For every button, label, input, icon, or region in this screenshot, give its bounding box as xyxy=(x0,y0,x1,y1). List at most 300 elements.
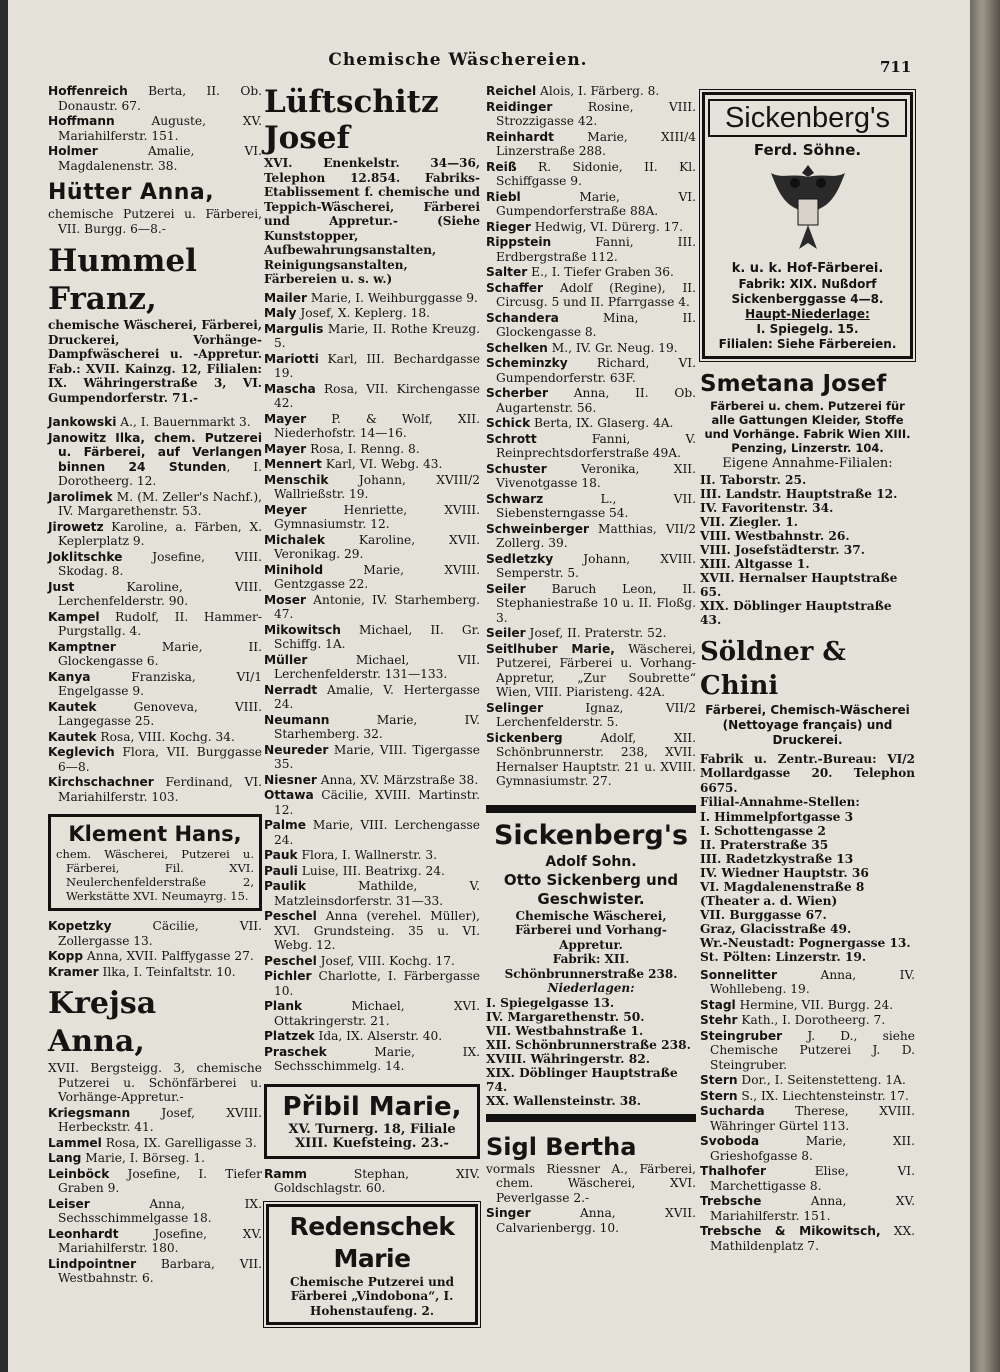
ad-soeldner-filial: Filial-Annahme-Stellen: xyxy=(700,795,860,809)
entry-name: Michalek xyxy=(264,532,325,547)
entry-name: Ramm xyxy=(264,1166,308,1181)
directory-entry xyxy=(48,84,262,113)
entry-list xyxy=(264,291,480,1074)
entry-name: Kopetzky xyxy=(48,919,112,933)
entry-name: Riebl xyxy=(486,189,521,204)
ad-soeldner-list xyxy=(700,810,915,964)
column-3 xyxy=(486,84,696,1236)
ad-address-line: XX. Wallensteinstr. 38. xyxy=(486,1093,642,1108)
directory-entry xyxy=(48,490,262,519)
entry-name: Trebsche & Mikowitsch, xyxy=(700,1224,881,1238)
entry-name: Leiser xyxy=(48,1196,90,1211)
directory-entry xyxy=(264,291,480,306)
entry-address: Therese, XVIII. Währinger Gürtel 113. xyxy=(710,1104,915,1133)
entry-address: R. Sidonie, II. Kl. Schiffgasse 9. xyxy=(496,159,696,188)
entry-name: Kamptner xyxy=(48,639,116,654)
entry-name: Kautek xyxy=(48,729,97,744)
entry-name: Selinger xyxy=(486,700,544,715)
entry-address: S., IX. Liechtensteinstr. 17. xyxy=(737,1088,909,1103)
entry-address: Fanni, III. Erdbergstraße 112. xyxy=(496,235,696,264)
entry-name: Mayer xyxy=(264,411,307,426)
entry-address: Anna, XV. Märzstraße 38. xyxy=(316,772,479,787)
entry-address: Karoline, XVII. Veronikag. 29. xyxy=(274,532,480,561)
directory-entry xyxy=(264,457,480,472)
entry-address: Johann, XVIII/2 Wallrießstr. 19. xyxy=(274,472,480,501)
directory-entry xyxy=(48,730,262,745)
entry-address: Anna, XV. Mariahilferstr. 151. xyxy=(710,1194,915,1223)
ad-smetana-text: Färberei u. chem. Putzerei für alle Gattungen Kleider, Stoffe und Vorhänge. Fabrik Wien XIII. Penzing, Linzerstr. 104. xyxy=(704,398,911,455)
directory-entry xyxy=(486,386,696,415)
entry-name: Hoffenreich xyxy=(48,84,128,98)
directory-entry xyxy=(264,773,480,788)
directory-entry xyxy=(264,879,480,908)
entry-name: Schandera xyxy=(486,310,559,325)
ad-smetana-fil: Eigene Annahme-Filialen: xyxy=(722,455,893,471)
entry-address: A., I. Bauernmarkt 3. xyxy=(116,415,251,429)
ad-address-line: VI. Magdalenenstraße 8 xyxy=(700,879,865,894)
directory-entry xyxy=(486,130,696,159)
entry-address: Anna, XVII. Calvarienbergg. 10. xyxy=(496,1206,696,1235)
entry-name: Mariotti xyxy=(264,351,319,366)
directory-entry xyxy=(48,640,262,669)
ad-address-line: XVIII. Währingerstr. 82. xyxy=(486,1051,650,1066)
entry-name: Kramer xyxy=(48,964,99,979)
directory-entry xyxy=(700,1029,915,1073)
entry-address: Josefine, I. Tiefer Graben 9. xyxy=(58,1166,262,1195)
entry-name: Kampel xyxy=(48,609,100,624)
entry-name: Seitlhuber Marie, xyxy=(486,641,615,656)
directory-entry xyxy=(486,492,696,521)
ad-soeldner-text: Färberei, Chemisch-Wäscherei (Nettoyage français) und Druckerei. xyxy=(705,702,910,747)
entry-address: Rudolf, II. Hammer-Purgstallg. 4. xyxy=(58,609,262,638)
entry-name: Singer xyxy=(486,1206,531,1220)
entry-name: Kirchschachner xyxy=(48,775,154,789)
directory-entry xyxy=(486,552,696,581)
directory-entry xyxy=(486,84,696,99)
ad-address-line: IV. Favoritenstr. 34. xyxy=(700,500,834,515)
entry-address: Karoline, a. Färben, X. Keplerplatz 9. xyxy=(58,519,262,548)
ad-sigl-title: Sigl Bertha xyxy=(486,1132,637,1161)
ad-sickenberg-ferd-fabrik: Fabrik: XIX. Nußdorf Sickenberggasse 4—8. xyxy=(731,276,884,306)
entry-name: Kanya xyxy=(48,669,91,684)
entry-name: Leonhardt xyxy=(48,1226,119,1241)
ad-address-line: VIII. Westbahnstr. 26. xyxy=(700,528,850,543)
entry-name: Reichel xyxy=(486,84,537,98)
entry-address: Marie, IV. Starhemberg. 32. xyxy=(274,712,480,741)
ad-sickenberg-ferd-title: Sickenberg's xyxy=(708,99,907,137)
ad-address-line: II. Praterstraße 35 xyxy=(700,837,829,852)
entry-list xyxy=(700,968,915,1254)
directory-entry xyxy=(48,745,262,774)
entry-name: Steingruber xyxy=(700,1028,783,1043)
entry-address: Josef, II. Praterstr. 52. xyxy=(525,626,667,640)
entry-name: Minihold xyxy=(264,562,324,577)
entry-name: Palme xyxy=(264,818,306,832)
entry-address: Anna, IX. Sechsschimmelgasse 18. xyxy=(58,1196,262,1225)
entry-name: Schrott xyxy=(486,431,537,446)
entry-name: Peschel xyxy=(264,953,317,968)
entry-address: Josefine, VIII. Skodag. 8. xyxy=(58,549,262,578)
ad-address-line: XII. Schönbrunnerstraße 238. xyxy=(486,1037,691,1052)
entry-address: Ilka, I. Teinfaltstr. 10. xyxy=(98,964,236,979)
entry-address: Adolf (Regine), II. Circusg. 5 und II. Pfarrgasse 4. xyxy=(496,280,696,309)
directory-entry xyxy=(486,311,696,340)
entry-name: Jirowetz xyxy=(48,519,104,534)
entry-address: Franziska, VI/1 Engelgasse 9. xyxy=(58,669,262,698)
entry-address: J. D., siehe Chemische Putzerei J. D. Steingruber. xyxy=(710,1028,915,1072)
entry-address: M., IV. Gr. Neug. 19. xyxy=(547,340,678,355)
entry-address: Rosine, VIII. Strozzigasse 42. xyxy=(496,99,696,128)
ad-sickenberg-ferd-hn2: I. Spiegelg. 15. xyxy=(756,321,859,336)
entry-address: Marie, II. Rothe Kreuzg. 5. xyxy=(274,321,480,350)
entry-address: Henriette, XVIII. Gymnasiumstr. 12. xyxy=(274,502,480,531)
directory-entry xyxy=(486,701,696,730)
ad-address-line: (Theater a. d. Wien) xyxy=(700,893,838,908)
entry-name: Sickenberg xyxy=(486,730,563,745)
entry-name: Schweinberger xyxy=(486,521,590,536)
directory-entry xyxy=(264,1167,480,1196)
directory-entry xyxy=(48,580,262,609)
entry-list xyxy=(48,1106,262,1286)
entry-name: Plank xyxy=(264,999,303,1013)
entry-name: Mailer xyxy=(264,290,307,305)
entry-name: Pauk xyxy=(264,848,298,862)
divider xyxy=(486,1114,696,1122)
directory-entry xyxy=(700,998,915,1013)
entry-address: Anna, II. Ob. Augartenstr. 56. xyxy=(496,386,696,415)
entry-name: Seiler xyxy=(486,581,526,596)
entry-name: Nerradt xyxy=(264,682,318,697)
directory-entry xyxy=(264,743,480,772)
entry-address: Marie, IX. Sechsschimmelg. 14. xyxy=(274,1044,480,1073)
entry-name: Meyer xyxy=(264,502,307,517)
ad-smetana-list xyxy=(700,473,915,627)
directory-entry xyxy=(48,520,262,549)
ad-sickenberg-adolf-title: Sickenberg's xyxy=(493,819,689,851)
column-2 xyxy=(264,84,480,1333)
ad-address-line: XIX. Döblinger Hauptstraße 43. xyxy=(700,598,892,627)
directory-entry xyxy=(48,1167,262,1196)
ad-sickenberg-ferd-hn: Haupt-Niederlage: xyxy=(745,306,870,321)
directory-entry xyxy=(264,1045,480,1074)
directory-entry xyxy=(48,1197,262,1226)
directory-entry xyxy=(486,265,696,280)
directory-entry xyxy=(486,220,696,235)
directory-entry xyxy=(264,864,480,879)
entry-name: Lindpointner xyxy=(48,1256,137,1271)
entry-name: Schwarz xyxy=(486,491,544,506)
directory-entry xyxy=(264,533,480,562)
entry-name: Seiler xyxy=(486,626,526,640)
entry-name: Kriegsmann xyxy=(48,1105,131,1120)
entry-address: Michael, VII. Lerchenfelderstr. 131—133. xyxy=(274,652,480,681)
entry-name: Leinböck xyxy=(48,1166,110,1181)
directory-entry xyxy=(486,281,696,310)
entry-address: Mina, II. Glockengasse 8. xyxy=(496,310,696,339)
ad-sigl-text: vormals Riessner A., Färberei, chem. Wäscherei, XVI. Peverlgasse 2.- xyxy=(486,1161,696,1205)
entry-name: Moser xyxy=(264,592,307,607)
entry-address: Matthias, VII/2 Zollerg. 39. xyxy=(496,521,696,550)
entry-address: Marie, XII. Grieshofgasse 8. xyxy=(710,1134,915,1163)
entry-address: Fanni, V. Reinprechtsdorferstraße 49A. xyxy=(496,431,696,460)
directory-entry xyxy=(264,1029,480,1044)
entry-name: Keglevich xyxy=(48,745,115,759)
ad-sickenberg-ferd-sub: Ferd. Söhne. xyxy=(753,141,862,159)
directory-entry xyxy=(48,1151,262,1166)
directory-entry xyxy=(700,1013,915,1028)
directory-entry xyxy=(486,190,696,219)
directory-entry xyxy=(700,968,915,997)
entry-address: Anna, XVII. Palffygasse 27. xyxy=(83,949,254,963)
entry-address: Marie, VIII. Tigergasse 35. xyxy=(274,742,480,771)
entry-address: M. (M. Zeller's Nachf.), IV. Margarethenstr. 53. xyxy=(58,489,262,518)
entry-name: Reidinger xyxy=(486,99,553,114)
ad-sickenberg-adolf-fabrik: Fabrik: XII. Schönbrunnerstraße 238. xyxy=(504,952,678,981)
ad-hummel-title: Hummel Franz, xyxy=(48,243,197,317)
ad-address-line: XVII. Hernalser Hauptstraße 65. xyxy=(700,570,898,599)
entry-name: Pauli xyxy=(264,863,298,878)
ad-address-line: VII. Westbahnstraße 1. xyxy=(486,1023,644,1038)
entry-name: Just xyxy=(48,579,75,594)
entry-name: Menschik xyxy=(264,472,329,487)
ad-address-line: Wr.-Neustadt: Pognergasse 13. xyxy=(700,935,911,950)
ad-klement-text: chem. Wäscherei, Putzerei u. Färberei, Fil. XVI. Neulerchenfelderstraße 2, Werkstätte XVI. Neumayrg. 15. xyxy=(56,847,254,903)
entry-name: Reiß xyxy=(486,159,517,174)
entry-name: Sedletzky xyxy=(486,551,554,566)
entry-address: Karl, VI. Webg. 43. xyxy=(321,457,443,471)
entry-address: Hedwig, VI. Dürerg. 17. xyxy=(530,219,684,234)
ad-sickenberg-adolf-sub2: Otto Sickenberg und Geschwister. xyxy=(503,870,679,908)
entry-name: Kautek xyxy=(48,699,97,714)
entry-address: Josefine, XV. Mariahilferstr. 180. xyxy=(58,1226,262,1255)
entry-list xyxy=(264,1167,480,1196)
entry-list xyxy=(486,1206,696,1235)
entry-name: Kopp xyxy=(48,949,84,963)
divider xyxy=(486,805,696,813)
directory-entry xyxy=(700,1089,915,1104)
directory-entry xyxy=(700,1164,915,1193)
entry-address: Marie, XIII/4 Linzerstraße 288. xyxy=(496,129,696,158)
entry-name: Pichler xyxy=(264,969,312,983)
directory-entry xyxy=(264,593,480,622)
directory-entry xyxy=(486,626,696,641)
entry-name: Margulis xyxy=(264,321,324,336)
entry-name: Holmer xyxy=(48,144,98,158)
ad-soeldner-fabrik: Fabrik u. Zentr.-Bureau: VI/2 Mollardgasse 20. Telephon 6675. xyxy=(700,751,915,795)
directory-entry xyxy=(48,1227,262,1256)
entry-address: Johann, XVIII. Semperstr. 5. xyxy=(496,551,696,580)
ad-address-line: I. Himmelpfortgasse 3 xyxy=(700,809,854,824)
entry-address: Elise, VI. Marchettigasse 8. xyxy=(710,1164,915,1193)
entry-address: Kath., I. Dorotheerg. 7. xyxy=(737,1013,886,1027)
directory-entry xyxy=(264,473,480,502)
entry-address: Antonie, IV. Starhemberg. 47. xyxy=(274,592,480,621)
entry-name: Neureder xyxy=(264,742,329,757)
entry-name: Trebsche xyxy=(700,1194,762,1208)
entry-address: Karl, III. Bechardgasse 19. xyxy=(274,351,480,380)
entry-address: Barbara, VII. Westbahnstr. 6. xyxy=(58,1256,262,1285)
ad-klement-box xyxy=(48,814,262,911)
directory-entry xyxy=(700,1104,915,1133)
entry-address: L., VII. Siebensterngasse 54. xyxy=(496,491,696,520)
directory-entry xyxy=(264,503,480,532)
directory-entry xyxy=(486,100,696,129)
directory-entry xyxy=(48,144,262,173)
directory-entry xyxy=(264,969,480,998)
entry-name: Janowitz Ilka, chem. Putzerei u. Färberei, auf Verlangen binnen 24 Stunden xyxy=(48,430,262,474)
ad-redenschek-title: Redenschek Marie xyxy=(289,1211,455,1273)
directory-entry xyxy=(486,1206,696,1235)
ad-soeldner-title: Söldner & Chini xyxy=(700,636,846,701)
entry-address: Stephan, XIV. Goldschlagstr. 60. xyxy=(274,1166,480,1195)
ad-address-line: St. Pölten: Linzerstr. 19. xyxy=(700,949,867,964)
directory-entry xyxy=(264,623,480,652)
directory-entry xyxy=(264,352,480,381)
entry-address: Anna (verehel. Müller), XVI. Grundsteing. 35 u. VI. Webg. 12. xyxy=(274,909,480,952)
directory-entry xyxy=(264,306,480,321)
entry-address: Rosa, VIII. Kochg. 34. xyxy=(96,729,235,744)
directory-entry xyxy=(486,432,696,461)
entry-name: Stehr xyxy=(700,1013,738,1027)
directory-entry xyxy=(48,1136,262,1151)
entry-name: Ottawa xyxy=(264,788,314,802)
directory-entry xyxy=(48,965,262,980)
entry-address: Rosa, I. Renng. 8. xyxy=(306,441,420,456)
entry-address: Alois, I. Färberg. 8. xyxy=(536,84,660,98)
directory-entry xyxy=(48,670,262,699)
directory-entry xyxy=(264,442,480,457)
ad-huetter-text: chemische Putzerei u. Färberei, VII. Burgg. 6—8.- xyxy=(48,207,262,236)
directory-entry xyxy=(264,999,480,1028)
directory-entry xyxy=(48,775,262,804)
entry-name: Scherber xyxy=(486,386,548,400)
entry-address: Berta, II. Ob. Donaustr. 67. xyxy=(58,84,262,113)
entry-address: Charlotte, I. Färbergasse 10. xyxy=(274,969,480,998)
entry-address: Adolf, XII. Schönbrunnerstr. 238, XVII. Hernalser Hauptstr. 21 u. XVIII. Gymnasiumstr. 27. xyxy=(496,730,696,788)
directory-entry xyxy=(264,954,480,969)
directory-entry xyxy=(264,713,480,742)
entry-name: Müller xyxy=(264,652,308,667)
directory-entry xyxy=(48,550,262,579)
entry-address: Veronika, XII. Vivenotgasse 18. xyxy=(496,461,696,490)
ad-sickenberg-ferd-hof: k. u. k. Hof-Färberei. xyxy=(731,260,884,276)
entry-name: Maly xyxy=(264,306,297,320)
entry-address: Dor., I. Seitenstetteng. 1A. xyxy=(737,1073,906,1087)
entry-name: Reinhardt xyxy=(486,129,554,144)
directory-entry xyxy=(48,1257,262,1286)
directory-entry xyxy=(264,788,480,817)
entry-address: Marie, I. Börseg. 1. xyxy=(81,1151,206,1165)
entry-address: Amalie, VI. Magdalenenstr. 38. xyxy=(58,144,262,173)
ad-sickenberg-ferd-fil: Filialen: Siehe Färbereien. xyxy=(718,336,897,351)
entry-address: Baruch Leon, II. Stephaniestraße 10 u. II. Floßg. 3. xyxy=(496,581,696,625)
entry-name: Lang xyxy=(48,1151,82,1165)
entry-address: Richard, VI. Gumpendorferstr. 63F. xyxy=(496,356,696,385)
ad-krejsa-text: XVII. Bergsteigg. 3, chemische Putzerei u. Schönfärberei u. Vorhänge-Appretur.- xyxy=(48,1061,262,1104)
entry-address: Cäcilie, XVIII. Martinstr. 12. xyxy=(274,788,480,817)
entry-list xyxy=(48,919,262,979)
entry-name: Platzek xyxy=(264,1029,315,1043)
ad-pribil-title: Přibil Marie, xyxy=(282,1091,462,1122)
book-edge xyxy=(970,0,1000,1372)
entry-address: Hermine, VII. Burgg. 24. xyxy=(735,997,894,1012)
entry-name: Mayer xyxy=(264,441,307,456)
ad-sickenberg-adolf-list xyxy=(486,996,696,1108)
ad-address-line: IV. Margarethenstr. 50. xyxy=(486,1009,645,1024)
entry-list xyxy=(486,84,696,789)
directory-entry xyxy=(48,610,262,639)
entry-address: Marie, I. Weihburggasse 9. xyxy=(306,290,478,305)
ad-address-line: VII. Burggasse 67. xyxy=(700,907,827,922)
directory-entry xyxy=(264,382,480,411)
entry-name: Rieger xyxy=(486,219,531,234)
entry-address: Marie, XVIII. Gentzgasse 22. xyxy=(274,562,480,591)
ad-lueftschitz-text: XVI. Enenkelstr. 34—36, Telephon 12.854. Fabriks-Etablissement f. chemische und Teppich-Wäscherei, Färberei und Appretur.- (Siehe Kunststopper, Aufbewahrungsanstalten, Reinigungsanstalten, Färbereien u. s. w.) xyxy=(264,156,480,286)
page-number: 711 xyxy=(880,58,912,76)
ad-address-line: I. Spiegelgasse 13. xyxy=(486,995,615,1010)
entry-name: Schuster xyxy=(486,461,547,476)
directory-entry xyxy=(486,522,696,551)
entry-address: Ida, IX. Alserstr. 40. xyxy=(314,1029,443,1043)
entry-address: Michael, II. Gr. Schiffg. 1A. xyxy=(274,622,480,651)
entry-name: Schaffer xyxy=(486,280,544,295)
double-eagle-emblem xyxy=(710,159,905,261)
ad-sickenberg-adolf-sub1: Adolf Sohn. xyxy=(545,853,637,870)
entry-name: Lammel xyxy=(48,1135,102,1150)
ad-pribil-text: XV. Turnerg. 18, Filiale XIII. Kuefsteing. 23.- xyxy=(288,1121,456,1151)
entry-list xyxy=(48,415,262,804)
entry-name: Joklitschke xyxy=(48,549,123,564)
directory-entry xyxy=(264,322,480,351)
directory-entry xyxy=(264,653,480,682)
directory-entry xyxy=(264,818,480,847)
directory-entry xyxy=(700,1224,915,1253)
directory-entry xyxy=(486,341,696,356)
column-4 xyxy=(700,84,915,1254)
directory-entry xyxy=(486,462,696,491)
entry-address: Flora, VII. Burggasse 6—8. xyxy=(58,745,262,774)
ad-address-line: III. Landstr. Hauptstraße 12. xyxy=(700,486,898,501)
entry-name: Schelken xyxy=(486,340,548,355)
entry-name: Mennert xyxy=(264,457,322,471)
directory-entry xyxy=(48,700,262,729)
entry-name: Peschel xyxy=(264,909,317,923)
entry-address: Genoveva, VIII. Langegasse 25. xyxy=(58,699,262,728)
directory-entry xyxy=(700,1134,915,1163)
ad-smetana-title: Smetana Josef xyxy=(700,370,887,397)
directory-entry xyxy=(264,909,480,953)
ad-address-line: II. Taborstr. 25. xyxy=(700,472,807,487)
entry-address: Mathilde, V. Matzleinsdorferstr. 31—33. xyxy=(274,879,480,908)
entry-address: Flora, I. Wallnerstr. 3. xyxy=(297,848,438,862)
directory-entry xyxy=(48,1106,262,1135)
directory-entry xyxy=(264,683,480,712)
running-title: Chemische Wäschereien. xyxy=(328,50,588,70)
directory-entry xyxy=(486,642,696,700)
entry-address: Ignaz, VII/2 Lerchenfelderstr. 5. xyxy=(496,700,696,729)
entry-name: Scheminzky xyxy=(486,356,568,370)
entry-address: Cäcilie, VII. Zollergasse 13. xyxy=(58,919,262,948)
entry-name: Sonnelitter xyxy=(700,967,778,982)
entry-name: Thalhofer xyxy=(700,1164,767,1178)
entry-address: Marie, VI. Gumpendorferstraße 88A. xyxy=(496,189,696,218)
entry-address: Anna, IV. Wohllebeng. 19. xyxy=(710,967,915,996)
ad-huetter-title: Hütter Anna, xyxy=(48,180,215,205)
ad-address-line: IV. Wiedner Hauptstr. 36 xyxy=(700,865,869,880)
ad-address-line: Graz, Glacisstraße 49. xyxy=(700,921,852,936)
directory-entry xyxy=(486,356,696,385)
entry-name: Svoboda xyxy=(700,1134,760,1148)
